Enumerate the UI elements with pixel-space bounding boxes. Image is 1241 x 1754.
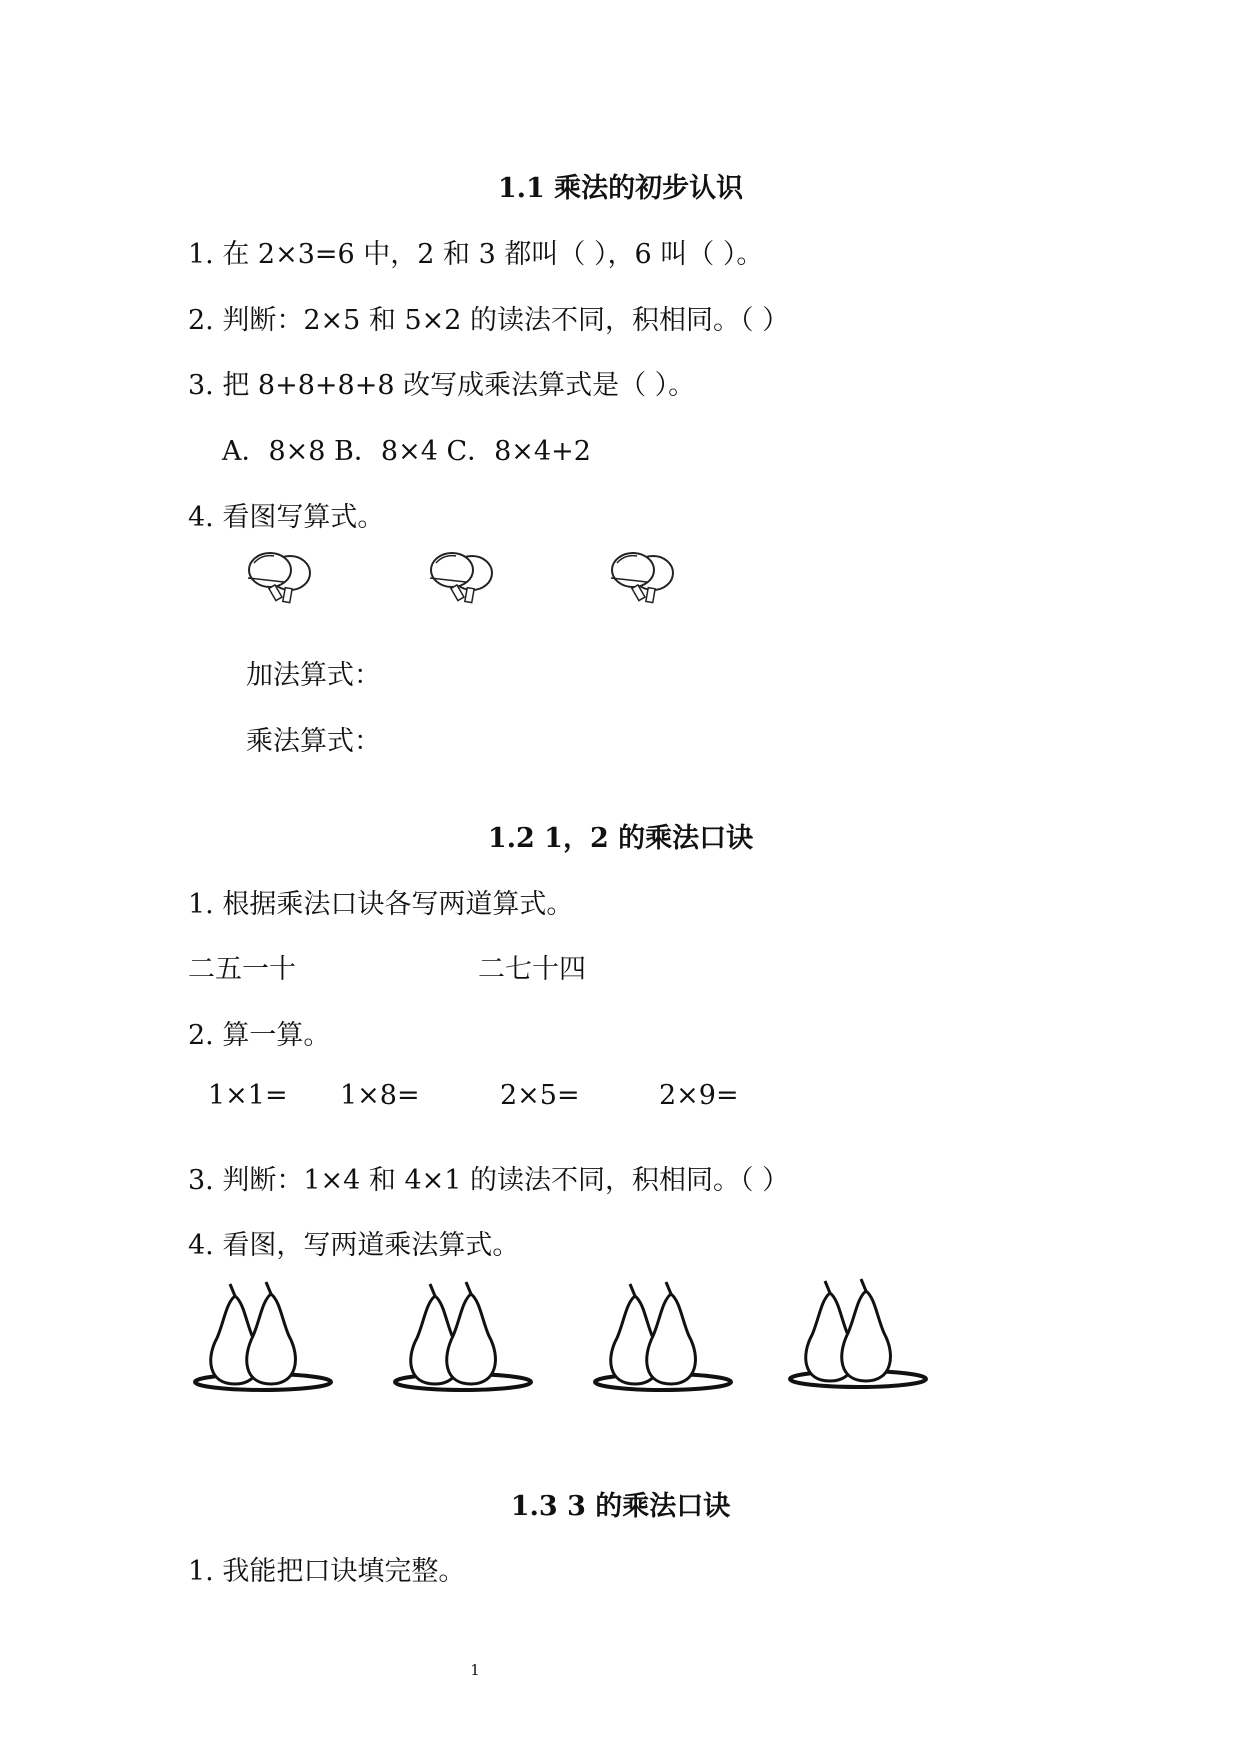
- pear-pair-image: [393, 1278, 533, 1398]
- multiplication-label: 乘法算式：: [246, 726, 381, 757]
- paddle-pair-image: [244, 548, 314, 610]
- question-1-2-4: 4. 看图，写两道乘法算式。: [188, 1230, 520, 1261]
- question-1-1-3-options: A．8×8 B．8×4 C．8×4+2: [222, 436, 591, 467]
- pear-pair-image: [593, 1278, 733, 1398]
- section-heading-1-2: 1.2 1，2 的乘法口诀: [487, 823, 754, 854]
- calc-item: 2×5=: [500, 1080, 580, 1111]
- question-1-1-4: 4. 看图写算式。: [188, 502, 385, 533]
- calc-item: 1×8=: [340, 1080, 420, 1111]
- pear-pair-image: [193, 1278, 333, 1398]
- calc-item: 1×1=: [208, 1080, 288, 1111]
- question-1-3-1: 1. 我能把口诀填完整。: [188, 1556, 466, 1587]
- pear-pair-image: [788, 1275, 928, 1395]
- question-1-2-1: 1. 根据乘法口诀各写两道算式。: [188, 889, 574, 920]
- section-heading-1-1: 1.1 乘法的初步认识: [497, 173, 744, 204]
- paddle-pair-image: [607, 548, 677, 610]
- rhyme-item: 二五一十: [188, 954, 296, 985]
- paddle-pair-image: [426, 548, 496, 610]
- question-1-2-3: 3. 判断：1×4 和 4×1 的读法不同，积相同。（ ）: [188, 1165, 790, 1196]
- section-heading-1-3: 1.3 3 的乘法口诀: [510, 1491, 731, 1522]
- addition-label: 加法算式：: [246, 660, 381, 691]
- question-1-1-3: 3. 把 8+8+8+8 改写成乘法算式是（ ）。: [188, 370, 696, 401]
- calc-item: 2×9=: [659, 1080, 739, 1111]
- question-1-2-2: 2. 算一算。: [188, 1020, 331, 1051]
- rhyme-item: 二七十四: [478, 954, 586, 985]
- page-number: 1: [470, 1661, 480, 1679]
- question-1-1-2: 2. 判断：2×5 和 5×2 的读法不同，积相同。（ ）: [188, 305, 790, 336]
- question-1-1-1: 1. 在 2×3=6 中，2 和 3 都叫（ ），6 叫（ ）。: [188, 239, 764, 270]
